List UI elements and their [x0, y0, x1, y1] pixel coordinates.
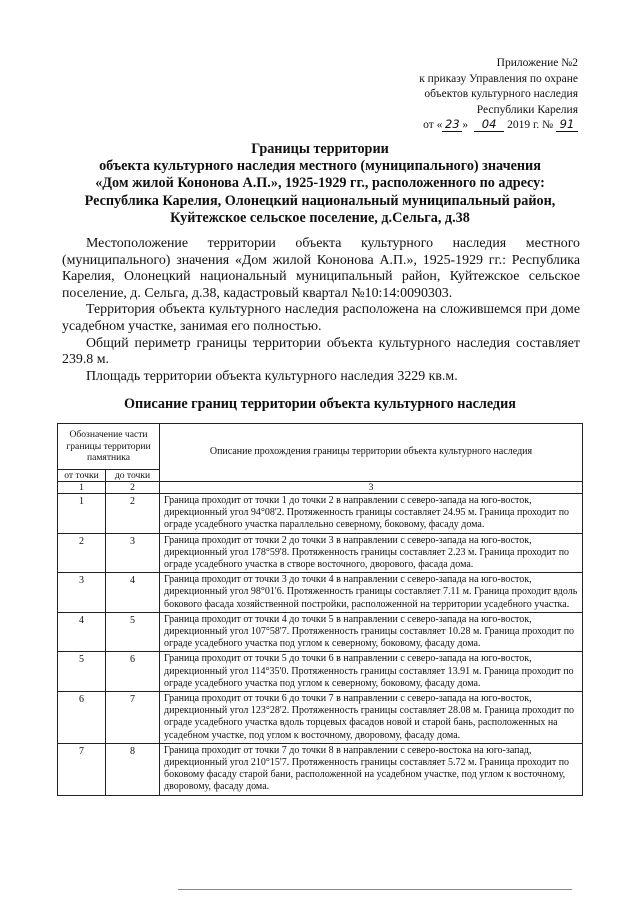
- row-description: Граница проходит от точки 2 до точки 3 в направлении с северо-запада на юго-восток, дирекционный угол 178°59'8. Протяженность границы составляет 2.23 м. Граница проходит по ограде усадебного участка в створе восточного, дворового, фасада дома.: [160, 533, 583, 573]
- body-paragraph: Площадь территории объекта культурного наследия 3229 кв.м.: [86, 368, 458, 384]
- row-description: Граница проходит от точки 4 до точки 5 в направлении с северо-запада на юго-восток, дирекционный угол 107°58'7. Протяженность границы составляет 10.28 м. Граница проходит по ограде усадебного участка под углом к северному, боковому, фасаду дома.: [160, 612, 583, 652]
- appendix-date-line: [419, 118, 578, 134]
- header-from-point: от точки: [58, 470, 106, 482]
- header-to-point: до точки: [106, 470, 160, 482]
- row-from-point: 4: [58, 612, 106, 652]
- title-line: Границы территории: [251, 141, 389, 157]
- row-description: Граница проходит от точки 3 до точки 4 в направлении с северо-запада на юго-восток, дирекционный угол 98°01'6. Протяженность границы составляет 7.11 м. Граница проходит вдоль бокового фасада хозяйственной постройки, расположенной на территории усадебного участка.: [160, 573, 583, 613]
- row-from-point: 7: [58, 743, 106, 795]
- row-description: Граница проходит от точки 1 до точки 2 в направлении с северо-запада на юго-восток, дирекционный угол 94°08'2. Протяженность границы составляет 24.95 м. Граница проходит по ограде усадебного участка параллельно северному, боковому, фасаду дома.: [160, 494, 583, 534]
- row-description: Граница проходит от точки 5 до точки 6 в направлении с северо-запада на юго-восток, дирекционный угол 114°35'0. Протяженность границы составляет 13.91 м. Граница проходит по ограде усадебного участка под углом к северному, боковому, фасаду дома.: [160, 652, 583, 692]
- table-row: [58, 743, 583, 795]
- row-to-point: 2: [106, 494, 160, 534]
- table-row: [58, 573, 583, 613]
- column-number: 2: [106, 482, 160, 494]
- row-from-point: 2: [58, 533, 106, 573]
- borders-table: [57, 423, 583, 796]
- row-from-point: 5: [58, 652, 106, 692]
- row-to-point: 3: [106, 533, 160, 573]
- row-to-point: 7: [106, 692, 160, 744]
- body-paragraph: Территория объекта культурного наследия расположена на сложившемся при доме усадебном участке, занимая его полностью.: [62, 302, 580, 334]
- row-to-point: 8: [106, 743, 160, 795]
- row-to-point: 6: [106, 652, 160, 692]
- table-row: [58, 533, 583, 573]
- header-points: Обозначение части границы территории памятника: [58, 424, 160, 470]
- column-number: 3: [160, 482, 583, 494]
- appendix-line: объектов культурного наследия: [424, 88, 578, 101]
- table-row: [58, 494, 583, 534]
- appendix-line: к приказу Управления по охране: [419, 72, 578, 85]
- body-text: [62, 236, 580, 385]
- date-mid: »: [462, 119, 469, 132]
- title-line: объекта культурного наследия местного (муниципального) значения: [99, 158, 541, 175]
- page-bottom-rule: [178, 889, 572, 890]
- appendix-block: [419, 56, 578, 134]
- handwritten-number: 91: [556, 118, 578, 132]
- handwritten-month: 04: [474, 118, 504, 132]
- row-to-point: 5: [106, 612, 160, 652]
- document-title: [60, 141, 580, 227]
- appendix-line: Приложение №2: [496, 57, 578, 69]
- appendix-line: Республики Карелия: [476, 103, 578, 116]
- row-to-point: 4: [106, 573, 160, 613]
- row-description: Граница проходит от точки 6 до точки 7 в направлении с северо-запада на юго-восток, дирекционный угол 123°28'2. Протяженность границы составляет 28.08 м. Граница проходит по ограде усадебного участка вдоль торцевых фасадов новой и старой бань, расположенных на усадебном участке, под углом к восточному, дворовому, фасаду дома.: [160, 692, 583, 744]
- date-year: 2019 г. №: [507, 119, 554, 132]
- row-description: Граница проходит от точки 7 до точки 8 в направлении с северо-востока на юго-запад, дирекционный угол 210°15'7. Протяженность границы составляет 5.72 м. Граница проходит по боковому фасаду старой бани, расположенной на усадебном участке, под углом к восточному, дворовому, фасаду дома.: [160, 743, 583, 795]
- table-title: Описание границ территории объекта культурного наследия: [124, 396, 516, 412]
- header-description: Описание прохождения границы территории объекта культурного наследия: [160, 424, 583, 482]
- body-paragraph: Общий периметр границы территории объекта культурного наследия составляет 239.8 м.: [62, 335, 580, 368]
- row-from-point: 3: [58, 573, 106, 613]
- title-line: Куйтежское сельское поселение, д.Сельга, д.38: [170, 209, 470, 226]
- body-paragraph: Местоположение территории объекта культурного наследия местного (муниципального) значения «Дом жилой Кононова А.П.», 1925-1929 гг.: Республика Карелия, Олонецкий национальный муниципальный район, Куйтежское сельское поселение, д. Сельга, д.38, кадастровый квартал №10:14:0090303.: [62, 236, 580, 301]
- column-number: 1: [58, 482, 106, 494]
- handwritten-day: 23: [442, 118, 462, 132]
- row-from-point: 1: [58, 494, 106, 534]
- table-row: [58, 652, 583, 692]
- title-line: «Дом жилой Кононова А.П.», 1925-1929 гг., расположенного по адресу:: [95, 175, 545, 192]
- date-prefix: от «: [423, 119, 443, 132]
- table-row: [58, 692, 583, 744]
- title-line: Республика Карелия, Олонецкий национальный муниципальный район,: [84, 192, 556, 209]
- table-row: [58, 612, 583, 652]
- row-from-point: 6: [58, 692, 106, 744]
